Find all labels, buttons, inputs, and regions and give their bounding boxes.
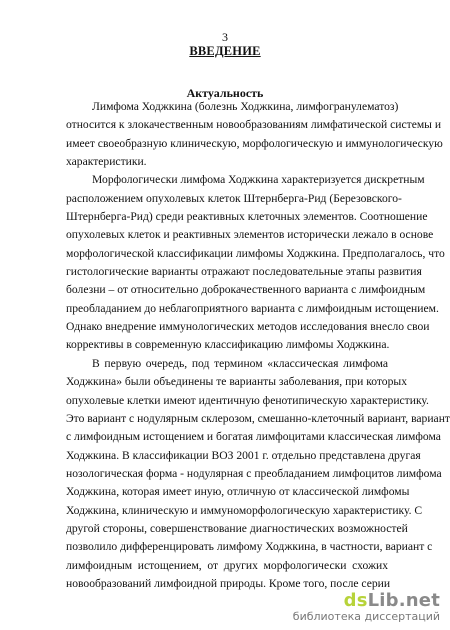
text-line: морфологической классификации лимфомы Ходжкина. Предполагалось, что — [66, 246, 445, 260]
text-line: преобладанием до неблагоприятного варианта с лимфоидным истощением. — [66, 301, 439, 315]
text-line: гистологические варианты отражают последовательные этапы развития — [66, 265, 422, 279]
watermark-subtitle: библиотека диссертаций — [292, 610, 440, 623]
text-line: расположением опухолевых клеток Штернберга-Рид (Березовского- — [66, 191, 402, 205]
text-line: Ходжкина, которая имеет иную, отличную от классической лимфомы — [66, 485, 410, 499]
text-line: опухолевые клетки имеют идентичную фенотипическую характеристику. — [66, 393, 429, 407]
text-line: новообразований лимфоидной природы. Кроме того, после серии — [66, 576, 391, 590]
dslib-logo — [293, 592, 440, 610]
text-line: коррективы в современную классификацию лимфомы Ходжкина. — [66, 338, 390, 352]
text-line: Морфологически лимфома Ходжкина характеризуется дискретным — [92, 173, 425, 187]
page-title: ВВЕДЕНИЕ — [189, 44, 261, 58]
text-line: Ходжкина» были объединены те варианты заболевания, при которых — [66, 375, 407, 389]
dslib-watermark[interactable] — [287, 590, 446, 626]
text-line: с лимфоидным истощением и богатая лимфоцитами классическая лимфома — [66, 430, 441, 444]
page-number: 3 — [222, 30, 228, 44]
logo-net: .net — [398, 590, 440, 611]
text-line: Это вариант с нодулярным склерозом, смешанно-клеточный вариант, вариант — [66, 411, 450, 425]
text-line: опухолевых клеток и реактивных элементов исторически лежало в основе — [66, 228, 434, 242]
text-line: другой стороны, совершенствование диагностических возможностей — [66, 521, 408, 535]
text-line: Лимфома Ходжкина (болезнь Ходжкина, лимфогранулематоз) — [92, 100, 399, 113]
text-line: нозологическая форма - нодулярная с преобладанием лимфоцитов лимфома — [66, 466, 442, 480]
text-line: болезни – от относительно доброкачественного варианта с лимфоидным — [66, 283, 426, 297]
text-line: позволило дифференцировать лимфому Ходжкина, в частности, вариант с — [66, 540, 433, 554]
section-heading: Актуальность — [186, 86, 264, 100]
text-line: имеет своеобразную клиническую, морфологическую и иммунологическую — [66, 136, 443, 150]
text-line: Ходжкина, клиническую и иммуноморфологическую характеристику. С — [66, 503, 423, 517]
text-line: Ходжкина. В классификации ВОЗ 2001 г. отдельно представлена другая — [66, 448, 421, 462]
text-line: относится к злокачественным новообразованиям лимфатической системы и — [66, 118, 442, 132]
text-line: лимфоидным истощением, от других морфологически схожих — [66, 558, 388, 572]
text-line: Штернберга-Рид) среди реактивных клеточных элементов. Соотношение — [66, 210, 428, 224]
text-line: В первую очередь, под термином «классическая лимфома — [92, 356, 388, 370]
body-text — [66, 98, 450, 593]
text-line: характеристики. — [66, 155, 147, 169]
logo-ds: ds — [343, 590, 368, 611]
logo-lib: Lib — [367, 590, 399, 611]
text-line: Однако внедрение иммунологических методов исследования внесло свои — [66, 320, 430, 334]
